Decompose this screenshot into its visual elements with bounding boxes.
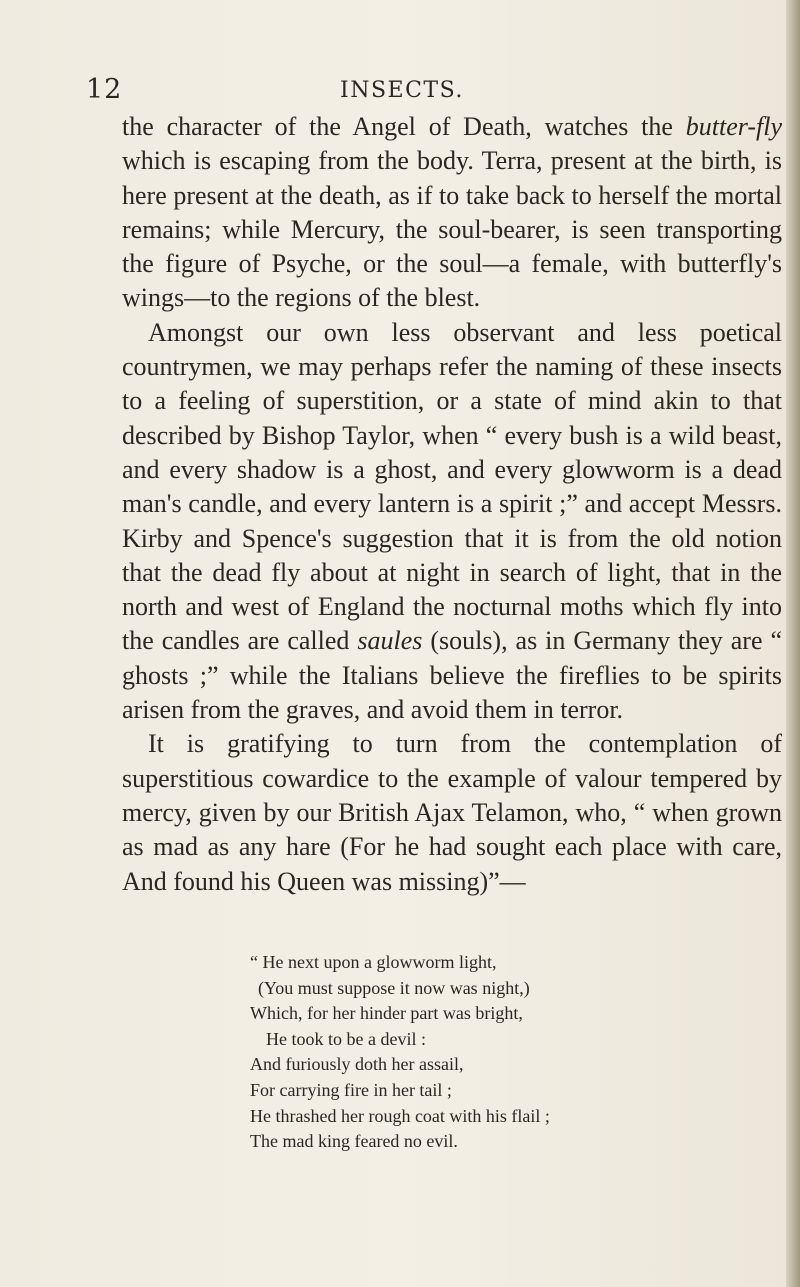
paragraph-1: the character of the Angel of Death, watches the butter-fly which is escaping from the body. Terra, present at the birth, is here present at the death, as if to take back to herself the mortal remains; while Mercury, the soul-bearer, is seen transporting the figure of Psyche, or the soul—a female, with butterfly's wings—to the regions of the blest. bbox=[122, 112, 782, 313]
paragraph-2: Amongst our own less observant and less poetical countrymen, we may perhaps refer the naming of these insects to a feeling of superstition, or a state of mind akin to that described by Bishop Taylor, when “ every bush is a wild beast, and every shadow is a ghost, and every glowworm is a dead man's candle, and every lantern is a spirit ;” and accept Messrs. Kirby and Spence's suggestion that it is from the old notion that the dead fly about at night in search of light, that in the north and west of England the nocturnal moths which fly into the candles are called saules (souls), as in Germany they are “ ghosts ;” while the Italians believe the fireflies to be spirits arisen from the graves, and avoid them in terror. bbox=[122, 317, 782, 725]
page-header bbox=[0, 74, 800, 114]
verse-line: (You must suppose it now was night,) bbox=[258, 977, 530, 998]
page-edge bbox=[786, 0, 800, 1287]
italic-term: saules bbox=[357, 626, 423, 656]
verse-line: He thrashed her rough coat with his flail ; bbox=[250, 1105, 550, 1126]
verse-line: He took to be a devil : bbox=[266, 1028, 426, 1049]
verse-line: For carrying fire in her tail ; bbox=[250, 1079, 452, 1100]
running-head: INSECTS. bbox=[340, 78, 464, 103]
paragraph-3: It is gratifying to turn from the contemplation of superstitious cowardice to the example of valour tempered by mercy, given by our British Ajax Telamon, who, “ when grown as mad as any hare (For he had sought each place with care, And found his Queen was missing)”— bbox=[122, 729, 782, 896]
italic-term: butter-fly bbox=[685, 112, 782, 141]
verse-quote bbox=[250, 950, 770, 1155]
body-text bbox=[122, 110, 782, 899]
verse-line: Which, for her hinder part was bright, bbox=[250, 1003, 523, 1024]
page-number: 12 bbox=[86, 74, 123, 105]
verse-line: The mad king feared no evil. bbox=[250, 1131, 458, 1152]
verse-line: “ He next upon a glowworm light, bbox=[250, 952, 497, 972]
verse-line: And furiously doth her assail, bbox=[250, 1054, 464, 1075]
